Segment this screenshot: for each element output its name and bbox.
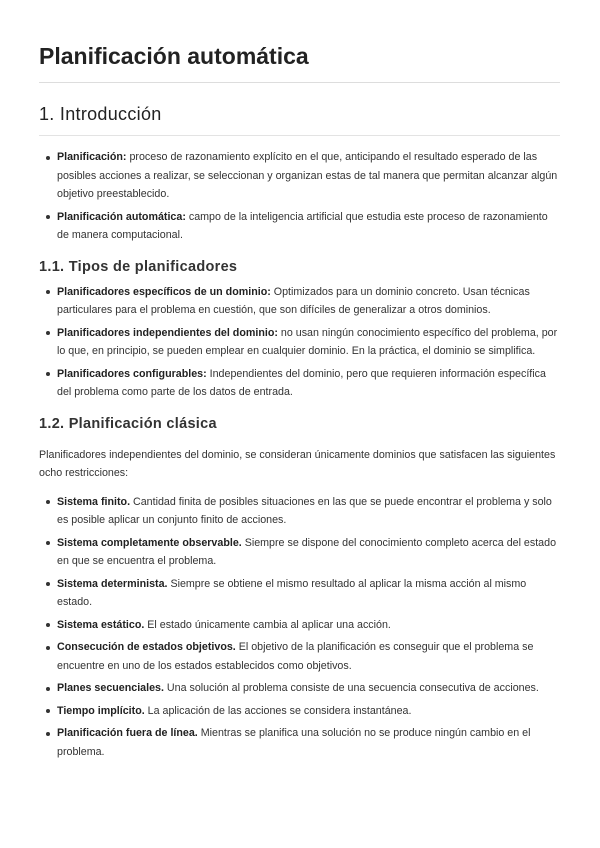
list-item-term: Planificadores independientes del dominio: bbox=[57, 326, 278, 339]
section-heading-introduccion: 1. Introducción bbox=[39, 83, 560, 136]
list-item bbox=[57, 638, 560, 675]
list-item-term: Planificadores configurables: bbox=[57, 367, 207, 380]
list-item-text: Una solución al problema consiste de una secuencia consecutiva de acciones. bbox=[163, 682, 539, 694]
list-item-term: Planificación: bbox=[57, 151, 127, 163]
page-title: Planificación automática bbox=[39, 0, 560, 83]
list-item-text: proceso de razonamiento explícito en el que, anticipando el resultado esperado de las posibles acciones a realizar, se seleccionan y organizan estas de tal manera que permitan alcanzar algún objetivo preestablecido. bbox=[57, 151, 558, 200]
list-item bbox=[57, 493, 560, 530]
tipos-list bbox=[39, 283, 560, 402]
clasica-list bbox=[39, 493, 560, 762]
list-item bbox=[57, 724, 560, 761]
list-item-text: Siempre se dispone del conocimiento completo acerca del estado en que se encuentra el problema. bbox=[57, 536, 557, 567]
list-item-text: Siempre se obtiene el mismo resultado al aplicar la misma acción al mismo estado. bbox=[57, 577, 527, 608]
list-item bbox=[57, 324, 560, 361]
list-item bbox=[57, 616, 560, 635]
list-item-term: Consecución de estados objetivos. bbox=[57, 641, 236, 653]
list-item-term: Sistema determinista. bbox=[57, 577, 168, 590]
list-item-text: La aplicación de las acciones se considera instantánea. bbox=[144, 704, 412, 717]
list-item-text: no usan ningún conocimiento específico del problema, por lo que, en principio, se pueden emplear en cualquier dominio. En la práctica, el dominio se simplifica. bbox=[57, 326, 558, 357]
list-item-term: Planes secuenciales. bbox=[57, 682, 164, 694]
list-item-text: El estado únicamente cambia al aplicar una acción. bbox=[144, 618, 391, 631]
list-item-text: Cantidad finita de posibles situaciones en las que se puede encontrar el problema y solo es posible aplicar un conjunto finito de acciones. bbox=[57, 495, 552, 526]
subsection-heading-tipos: 1.1. Tipos de planificadores bbox=[39, 258, 238, 275]
list-item bbox=[57, 534, 560, 571]
subsection-heading-clasica: 1.2. Planificación clásica bbox=[39, 415, 217, 432]
intro-list bbox=[39, 148, 560, 245]
list-item bbox=[57, 283, 560, 320]
list-item-text: Independientes del dominio, pero que requieren información específica del problema como parte de los datos de entrada. bbox=[57, 367, 546, 398]
list-item bbox=[57, 148, 560, 204]
list-item-term: Sistema finito. bbox=[57, 495, 131, 508]
list-item-text: campo de la inteligencia artificial que estudia este proceso de razonamiento de manera computacional. bbox=[57, 210, 548, 241]
list-item-text: Optimizados para un dominio concreto. Usan técnicas particulares para el problema en cuestión, que son difíciles de generalizar a otros dominios. bbox=[57, 285, 530, 316]
list-item bbox=[57, 575, 560, 612]
list-item bbox=[57, 365, 560, 402]
list-item bbox=[57, 702, 560, 721]
list-item-term: Sistema estático. bbox=[57, 618, 145, 631]
list-item bbox=[57, 679, 560, 698]
list-item-text: El objetivo de la planificación es conseguir que el problema se encuentre en uno de los estados establecidos como objetivos. bbox=[57, 641, 534, 672]
list-item bbox=[57, 208, 560, 245]
list-item-term: Planificación automática: bbox=[57, 210, 186, 223]
list-item-term: Sistema completamente observable. bbox=[57, 536, 242, 549]
list-item-term: Planificadores específicos de un dominio: bbox=[57, 285, 271, 298]
list-item-term: Tiempo implícito. bbox=[57, 704, 145, 717]
list-item-text: Mientras se planifica una solución no se produce ningún cambio en el problema. bbox=[57, 727, 531, 758]
list-item-term: Planificación fuera de línea. bbox=[57, 727, 198, 739]
clasica-paragraph: Planificadores independientes del dominio, se consideran únicamente dominios que satisfacen las siguientes ocho restricciones: bbox=[39, 448, 556, 479]
